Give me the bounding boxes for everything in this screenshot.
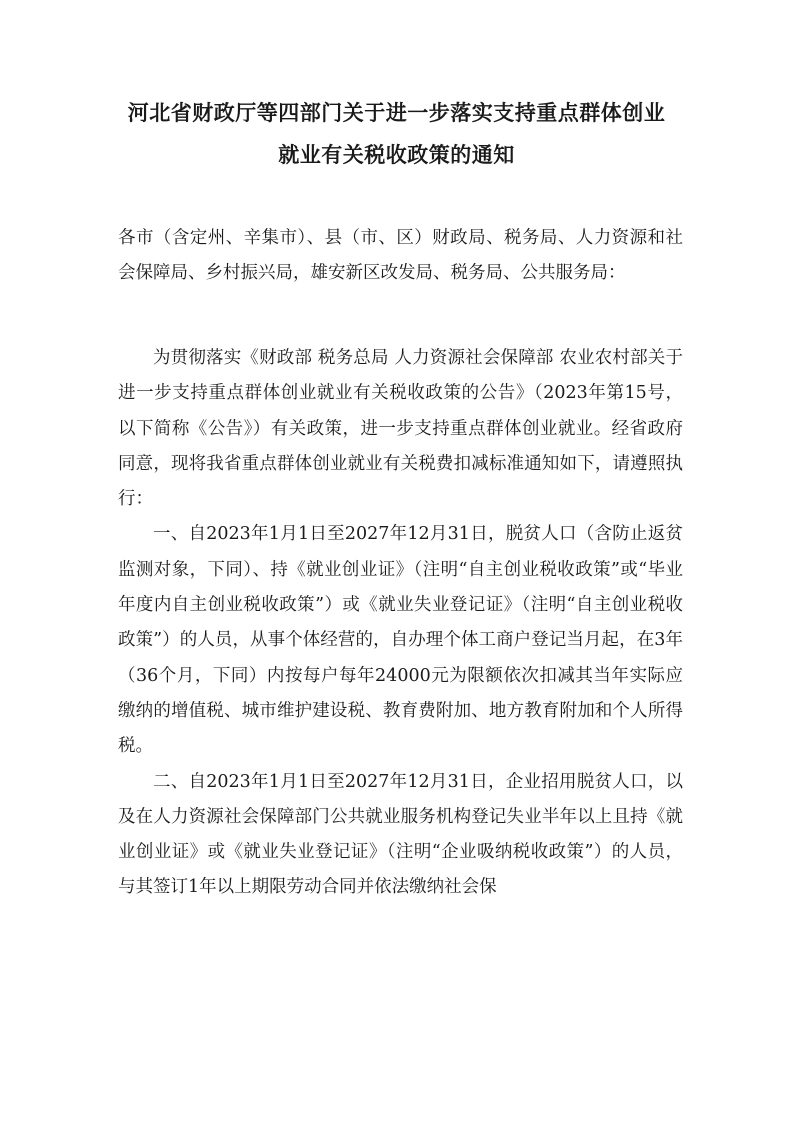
body-paragraph-intro: 为贯彻落实《财政部 税务总局 人力资源社会保障部 农业农村部关于进一步支持重点群体创业就业有关税收政策的公告》（2023年第15号，以下简称《公告》）有关政策，进一步支持重点群体创业就业。经省政府同意，现将我省重点群体创业就业有关税费扣减标准通知如下，请遵照执行： <box>118 348 683 510</box>
document-body <box>118 341 683 906</box>
document-title-line-1: 河北省财政厅等四部门关于进一步落实支持重点群体创业 <box>127 101 666 125</box>
body-paragraph-item-2: 二、自2023年1月1日至2027年12月31日，企业招用脱贫人口，以及在人力资源社会保障部门公共就业服务机构登记失业半年以上且持《就业创业证》或《就业失业登记证》（注明“企业吸纳税收政策”）的人员，与其签订1年以上期限劳动合同并依法缴纳社会保 <box>118 771 683 898</box>
body-paragraph-item-1: 一、自2023年1月1日至2027年12月31日，脱贫人口（含防止返贫监测对象，下同）、持《就业创业证》（注明“自主创业税收政策”或“毕业年度内自主创业税收政策”）或《就业失业登记证》（注明“自主创业税收政策”）的人员，从事个体经营的，自办理个体工商户登记当月起，在3年（36个月，下同）内按每户每年24000元为限额依次扣减其当年实际应缴纳的增值税、城市维护建设税、教育费附加、地方教育附加和个人所得税。 <box>118 524 683 757</box>
recipients-paragraph: 各市（含定州、辛集市）、县（市、区）财政局、税务局、人力资源和社会保障局、乡村振兴局，雄安新区改发局、税务局、公共服务局： <box>118 228 683 283</box>
document-title-line-2: 就业有关税收政策的通知 <box>278 143 515 167</box>
